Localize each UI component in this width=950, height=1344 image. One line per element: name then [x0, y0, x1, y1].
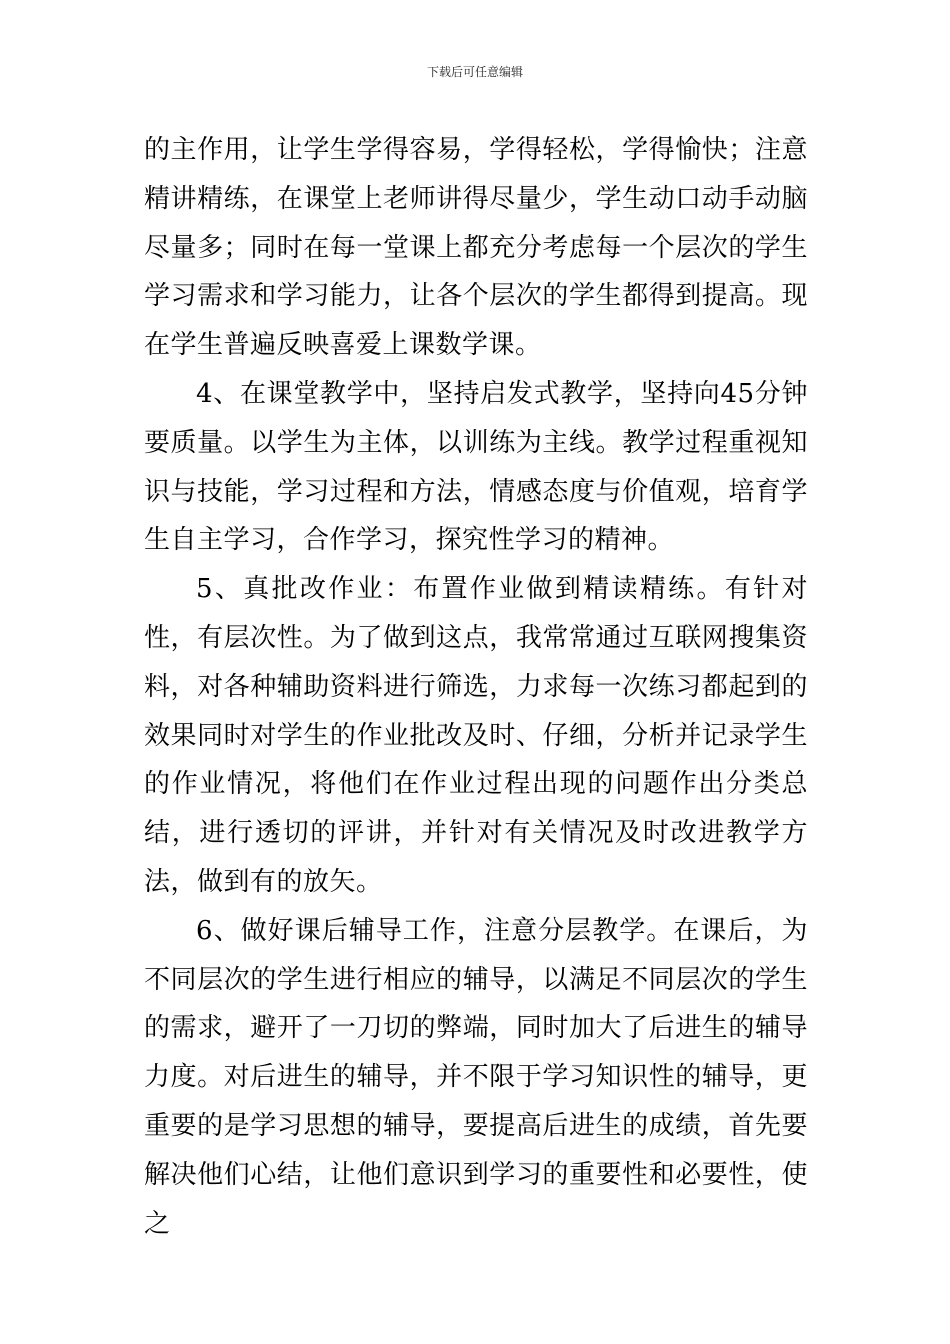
paragraph-item-5: 5、真批改作业：布置作业做到精读精练。有针对性，有层次性。为了做到这点，我常常通过互联网搜集资料，对各种辅助资料进行筛选，力求每一次练习都起到的效果同时对学生的作业批改及时、仔细，分析并记录学生的作业情况，将他们在作业过程出现的问题作出分类总结，进行透切的评讲，并针对有关情况及时改进教学方法，做到有的放矢。 — [144, 574, 808, 897]
page-header: 下载后可任意编辑 — [426, 65, 523, 79]
paragraph-item-6: 6、做好课后辅导工作，注意分层教学。在课后，为不同层次的学生进行相应的辅导，以满足不同层次的学生的需求，避开了一刀切的弊端，同时加大了后进生的辅导力度。对后进生的辅导，并不限于学习知识性的辅导，更重要的是学习思想的辅导，要提高后进生的成绩，首先要解决他们心结，让他们意识到学习的重要性和必要性，使之 — [144, 915, 808, 1239]
paragraph-continued: 的主作用，让学生学得容易，学得轻松，学得愉快；注意精讲精练，在课堂上老师讲得尽量少，学生动口动手动脑尽量多；同时在每一堂课上都充分考虑每一个层次的学生学习需求和学习能力，让各个层次的学生都得到提高。现在学生普遍反映喜爱上课数学课。 — [144, 135, 808, 361]
paragraph-item-4: 4、在课堂教学中，坚持启发式教学，坚持向45分钟要质量。以学生为主体，以训练为主线。教学过程重视知识与技能，学习过程和方法，情感态度与价值观，培育学生自主学习，合作学习，探究性学习的精神。 — [144, 378, 808, 556]
document-body — [144, 126, 808, 1248]
